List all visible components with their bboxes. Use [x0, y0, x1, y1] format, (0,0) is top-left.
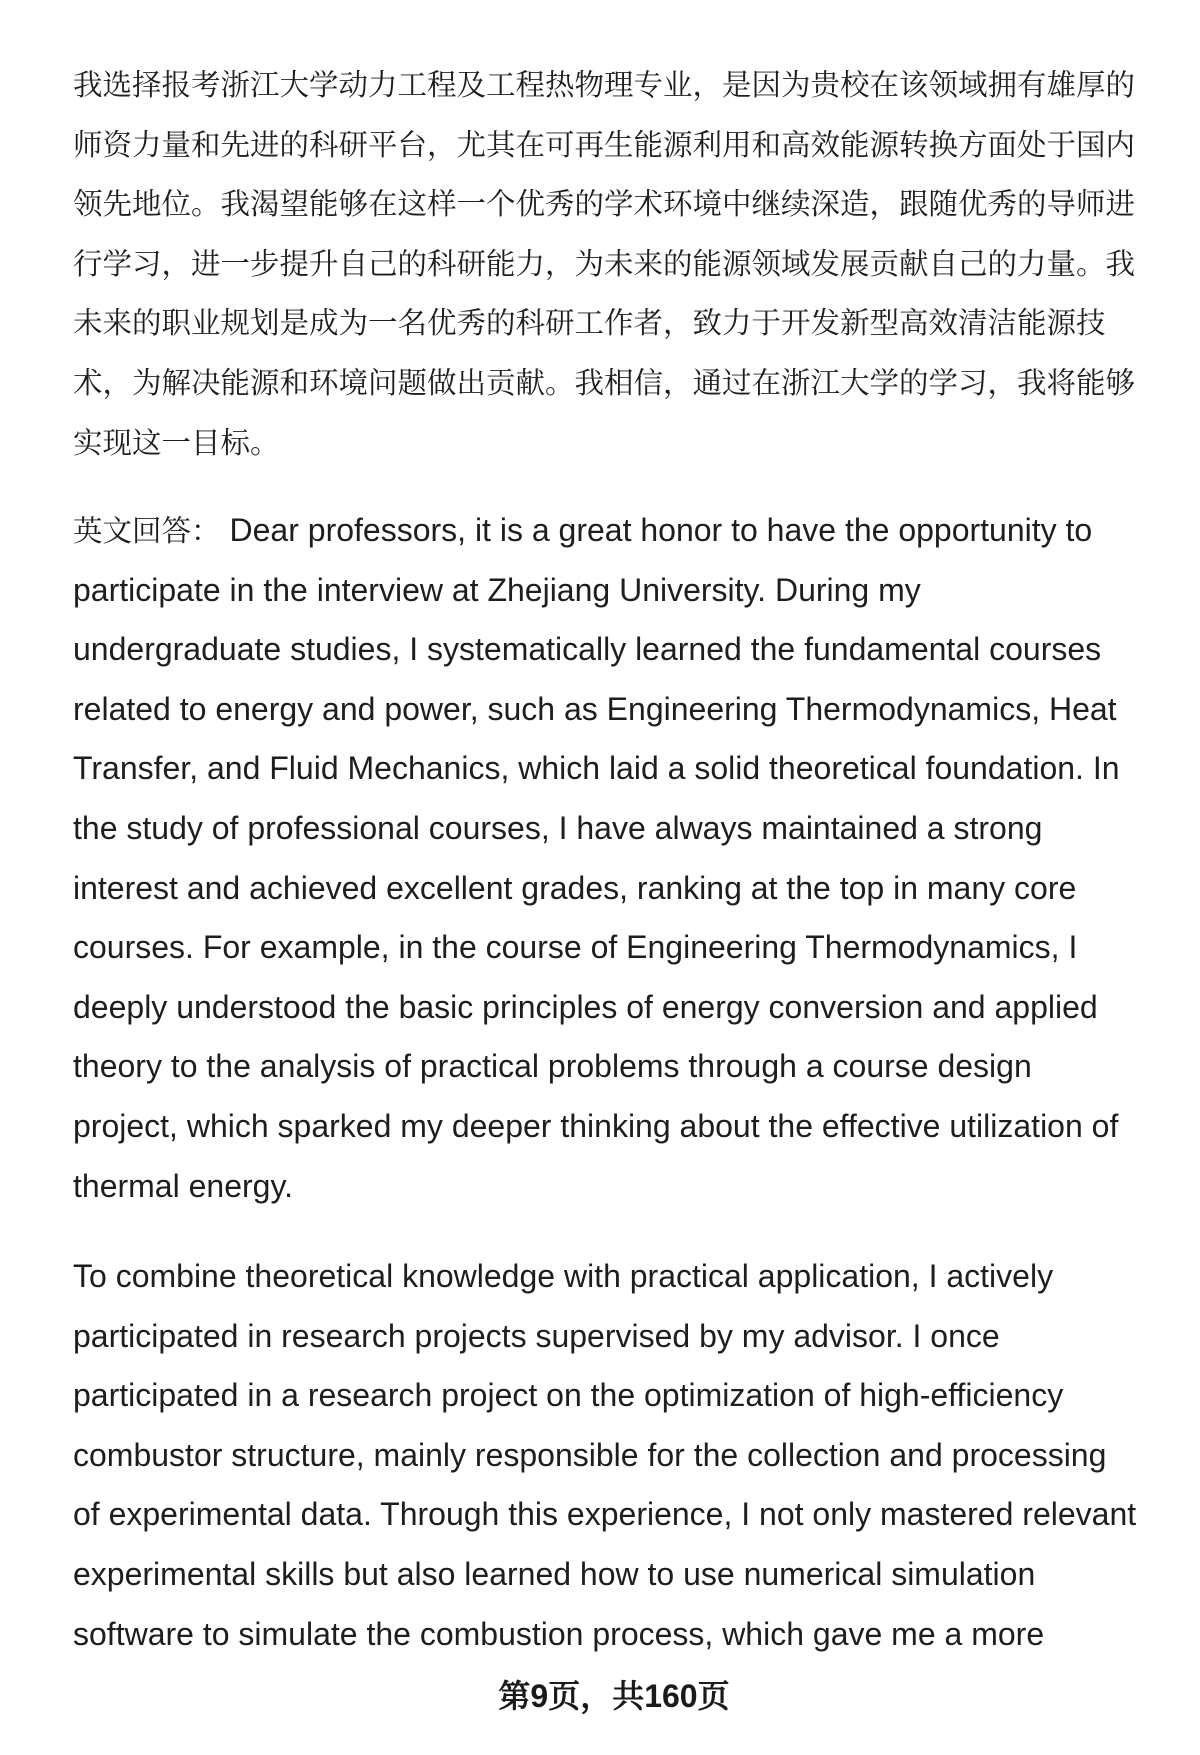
- text-line: Transfer, and Fluid Mechanics, which laid a solid theoretical foundation. In: [73, 750, 1120, 787]
- text-line: participated in a research project on the optimization of high-efficiency: [73, 1377, 1064, 1414]
- text-line: [73, 501, 1148, 561]
- text-line: software to simulate the combustion process, which gave me a more: [73, 1615, 1045, 1652]
- text-line: thermal energy.: [73, 1167, 293, 1204]
- page-number: 第9页，共160页: [498, 1678, 730, 1714]
- paragraph-english-answer: [73, 501, 1148, 1216]
- text-line: To combine theoretical knowledge with practical application, I actively: [73, 1258, 1054, 1294]
- paragraph-chinese-answer: [73, 56, 1148, 473]
- paragraph-research-experience: [73, 1247, 1148, 1664]
- text-line: theory to the analysis of practical problems through a course design: [73, 1048, 1032, 1085]
- text-line: the study of professional courses, I have always maintained a strong: [73, 809, 1043, 846]
- text-line: 未来的职业规划是成为一名优秀的科研工作者，致力于开发新型高效清洁能源技: [73, 307, 1106, 341]
- text-line: interest and achieved excellent grades, ranking at the top in many core: [73, 869, 1077, 906]
- answer-label: 英文回答：: [73, 515, 221, 548]
- text-line: related to energy and power, such as Engineering Thermodynamics, Heat: [73, 690, 1117, 727]
- text-line: 领先地位。我渴望能够在这样一个优秀的学术环境中继续深造，跟随优秀的导师进: [73, 188, 1136, 222]
- text-line: of experimental data. Through this experience, I not only mastered relevant: [73, 1496, 1137, 1533]
- text-line: 术，为解决能源和环境问题做出贡献。我相信，通过在浙江大学的学习，我将能够: [73, 366, 1136, 400]
- text-line: 我选择报考浙江大学动力工程及工程热物理专业，是因为贵校在该领域拥有雄厚的: [73, 69, 1136, 102]
- text-line: combustor structure, mainly responsible for the collection and processing: [73, 1436, 1107, 1473]
- text-line: participated in research projects supervised by my advisor. I once: [73, 1317, 1000, 1354]
- text-line: 实现这一目标。: [73, 426, 280, 460]
- text-line: courses. For example, in the course of Engineering Thermodynamics, I: [73, 929, 1078, 966]
- text-line: 行学习，进一步提升自己的科研能力，为未来的能源领域发展贡献自己的力量。我: [73, 247, 1136, 281]
- text-line: experimental skills but also learned how to use numerical simulation: [73, 1555, 1036, 1592]
- text-line: project, which sparked my deeper thinking about the effective utilization of: [73, 1107, 1119, 1144]
- text-line: undergraduate studies, I systematically learned the fundamental courses: [73, 631, 1102, 668]
- text-line: 师资力量和先进的科研平台，尤其在可再生能源利用和高效能源转换方面处于国内: [73, 128, 1136, 162]
- text-line: participate in the interview at Zhejiang University. During my: [73, 571, 921, 608]
- text-line: deeply understood the basic principles of energy conversion and applied: [73, 988, 1098, 1025]
- text-line-content: Dear professors, it is a great honor to have the opportunity to: [229, 512, 1093, 548]
